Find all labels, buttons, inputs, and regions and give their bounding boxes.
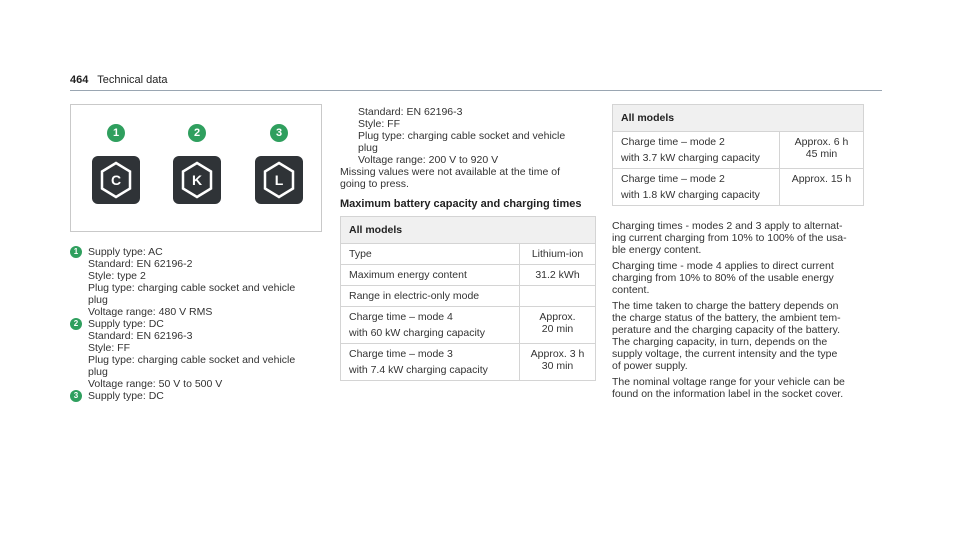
table-row: [341, 307, 596, 344]
legend-number-badge: 3: [70, 390, 82, 402]
row-value-2: 30 min: [541, 360, 574, 372]
paragraph-line: The charging capacity, in turn, depends on the: [612, 336, 828, 348]
legend-line: Style: FF: [358, 118, 401, 130]
paragraph-line: ing current charging from 10% to 100% of the usa-: [612, 232, 847, 244]
row-label: Charge time – mode 2: [621, 136, 725, 148]
paragraph-line: Charging times - modes 2 and 3 apply to alternat-: [612, 220, 843, 232]
legend-line: Supply type: AC: [88, 246, 163, 258]
table-header: All models: [341, 217, 596, 244]
section-title: Maximum battery capacity and charging times: [340, 198, 582, 210]
paragraph-line: Charging time - mode 4 applies to direct current: [612, 260, 834, 272]
figure-legend: [70, 246, 330, 402]
page-title: Technical data: [97, 74, 168, 86]
legend-line: Voltage range: 50 V to 500 V: [88, 378, 223, 390]
legend-line: Standard: EN 62196-3: [88, 330, 193, 342]
legend-line: Style: FF: [88, 342, 131, 354]
row-value: Approx. 6 h: [794, 136, 849, 148]
row-value-2: 45 min: [805, 148, 838, 160]
paragraph-line: found on the information label in the socket cover.: [612, 388, 844, 400]
row-value: [520, 286, 596, 307]
row-sublabel: with 60 kW charging capacity: [349, 327, 485, 339]
legend-number-badge: 2: [70, 318, 82, 330]
legend-line: Voltage range: 200 V to 920 V: [358, 154, 499, 166]
row-value-2: 20 min: [541, 323, 574, 335]
paragraph-line: ble energy content.: [612, 244, 702, 256]
legend-line: Plug type: charging cable socket and vehicle: [88, 354, 296, 366]
legend-line: Style: type 2: [88, 270, 146, 282]
page-header: [70, 74, 168, 86]
row-value: 31.2 kWh: [520, 265, 596, 286]
figure-item-1: [86, 123, 146, 204]
row-value: Lithium-ion: [520, 244, 596, 265]
legend-line: Standard: EN 62196-2: [88, 258, 193, 270]
table-row: [341, 265, 596, 286]
paragraph: [612, 260, 868, 296]
hexagon-socket-icon: [173, 156, 221, 204]
table-header-row: [613, 105, 864, 132]
legend-line: Plug type: charging cable socket and vehicle: [358, 130, 566, 142]
row-value-cell: [520, 307, 596, 344]
table-row: [341, 244, 596, 265]
row-label-cell: [341, 307, 520, 344]
charging-time-table: [612, 104, 864, 206]
paragraph-line: content.: [612, 284, 650, 296]
legend-entry-3-continued: [340, 106, 596, 166]
paragraph: [612, 300, 868, 372]
table-header-row: [341, 217, 596, 244]
right-column: [612, 104, 868, 404]
number-badge-1: 1: [107, 124, 125, 142]
table-row: [613, 169, 864, 206]
paragraph-line: charging from 10% to 80% of the usable energy: [612, 272, 834, 284]
paragraph: [612, 376, 868, 400]
legend-line: plug: [88, 366, 108, 378]
row-label: Type: [341, 244, 520, 265]
table-row: [613, 132, 864, 169]
row-value: Approx. 3 h: [530, 348, 585, 360]
legend-line: Voltage range: 480 V RMS: [88, 306, 213, 318]
socket-letter-k: K: [191, 172, 203, 188]
row-label: Charge time – mode 2: [621, 173, 725, 185]
header-divider: [70, 90, 882, 91]
table-row: [341, 286, 596, 307]
row-label: Range in electric-only mode: [341, 286, 520, 307]
legend-entry-3: [70, 390, 330, 402]
middle-column: [340, 106, 596, 381]
paragraph-line: The nominal voltage range for your vehicle can be: [612, 376, 845, 388]
row-value-cell: [780, 132, 864, 169]
hexagon-socket-icon: [92, 156, 140, 204]
legend-line: Supply type: DC: [88, 318, 164, 330]
paragraph-line: the charge status of the battery, the ambient tem-: [612, 312, 841, 324]
row-label-cell: [341, 344, 520, 381]
battery-capacity-table: [340, 216, 596, 381]
row-label-cell: [613, 132, 780, 169]
legend-line: Standard: EN 62196-3: [358, 106, 463, 118]
socket-figure: [70, 104, 322, 232]
socket-letter-c: C: [110, 172, 122, 188]
paragraph-line: perature and the charging capacity of the battery.: [612, 324, 841, 336]
paragraph-line: supply voltage, the current intensity and the type: [612, 348, 838, 360]
charging-notes: [612, 220, 868, 400]
row-sublabel: with 1.8 kW charging capacity: [621, 189, 760, 201]
note-line: Missing values were not available at the time of: [340, 166, 561, 178]
paragraph-line: The time taken to charge the battery depends on: [612, 300, 839, 312]
figure-item-2: [167, 123, 227, 204]
row-label: Charge time – mode 3: [349, 348, 453, 360]
number-badge-3: 3: [270, 124, 288, 142]
figure-item-3: [249, 123, 309, 204]
legend-line: plug: [358, 142, 378, 154]
note-line: going to press.: [340, 178, 409, 190]
row-value: Approx. 15 h: [780, 169, 864, 206]
paragraph: [612, 220, 868, 256]
page-number: 464: [70, 74, 89, 86]
row-label: Maximum energy content: [341, 265, 520, 286]
legend-entry-2: [70, 318, 330, 390]
socket-letter-l: L: [274, 172, 284, 188]
missing-values-note: [340, 166, 596, 190]
legend-line: Supply type: DC: [88, 390, 164, 402]
row-label: Charge time – mode 4: [349, 311, 453, 323]
paragraph-line: of power supply.: [612, 360, 688, 372]
row-sublabel: with 7.4 kW charging capacity: [349, 364, 488, 376]
row-value-cell: [520, 344, 596, 381]
legend-number-badge: 1: [70, 246, 82, 258]
row-sublabel: with 3.7 kW charging capacity: [621, 152, 760, 164]
number-badge-2: 2: [188, 124, 206, 142]
hexagon-socket-icon: [255, 156, 303, 204]
table-row: [341, 344, 596, 381]
legend-line: Plug type: charging cable socket and vehicle: [88, 282, 296, 294]
legend-line: plug: [88, 294, 108, 306]
legend-entry-1: [70, 246, 330, 318]
table-header: All models: [613, 105, 864, 132]
row-label-cell: [613, 169, 780, 206]
row-value: Approx.: [539, 311, 576, 323]
